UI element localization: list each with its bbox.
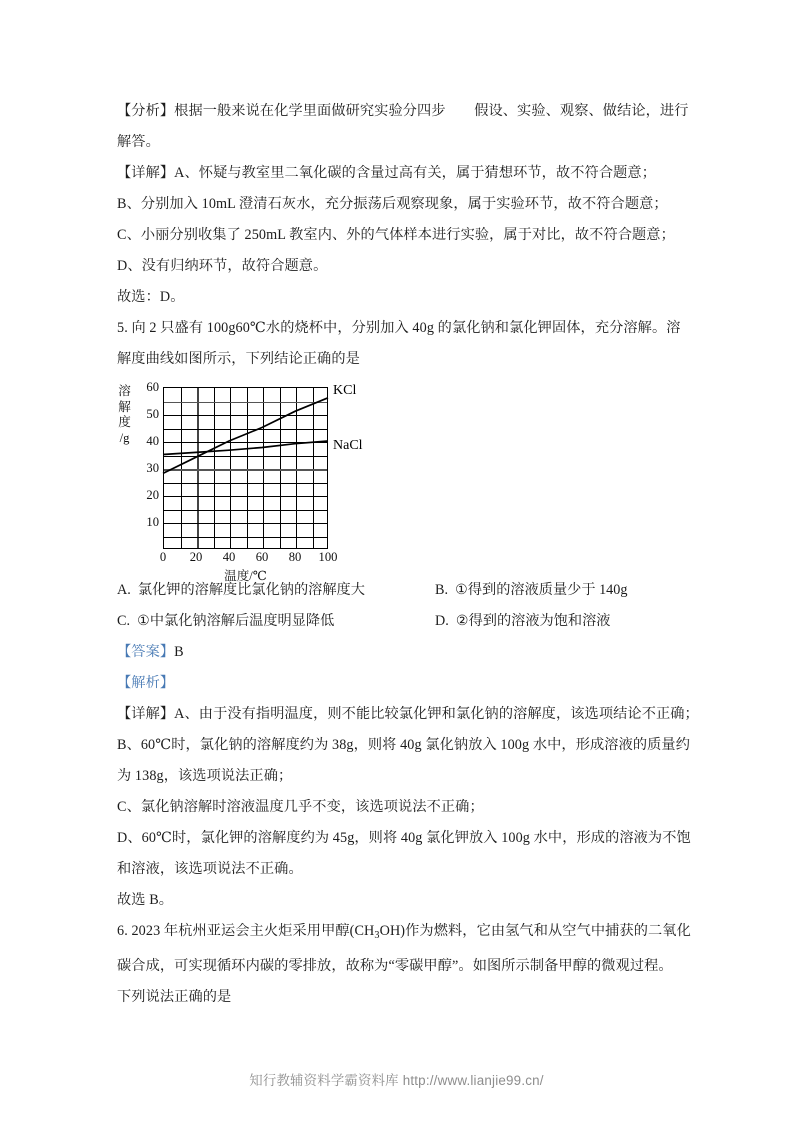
x-tick-100: 100 <box>318 550 338 564</box>
y-tick-50: 50 <box>146 407 159 421</box>
question6-text-part-a: 6. 2023 年杭州亚运会主火炬采用甲醇(CH <box>117 923 375 939</box>
question6-line-2: 碳合成，可实现循环内碳的零排放，故称为“零碳甲醇”。如图所示制备甲醇的微观过程。 <box>117 957 673 974</box>
y-tick-10: 10 <box>146 515 159 529</box>
question5-stem-line-1: 5. 向 2 只盛有 100g60℃水的烧杯中，分别加入 40g 的氯化钠和氯化钾固体，充分溶解。溶 <box>117 320 681 336</box>
document-body <box>117 96 699 1013</box>
paragraph-detail-line-d: D、没有归纳环节，故符合题意。 <box>117 258 328 274</box>
question6-formula-subscript: 3 <box>374 929 380 941</box>
nacl-curve <box>163 441 328 455</box>
paragraph-detail-line-a: 【详解】A、怀疑与教室里二氧化碳的含量过高有关，属于猜想环节，故不符合题意； <box>117 165 656 181</box>
paragraph-analysis-line-2: 解答。 <box>117 134 160 150</box>
explanation-line-a: 【详解】A、由于没有指明温度，则不能比较氯化钾和氯化钠的溶解度，该选项结论不正确； <box>117 706 699 722</box>
y-tick-20: 20 <box>146 488 159 502</box>
answer-tag: 【答案】 <box>117 644 175 660</box>
chart-x-axis-title: 温度/℃ <box>224 569 267 583</box>
x-tick-40: 40 <box>222 550 236 564</box>
solubility-chart-block <box>117 380 679 583</box>
explanation-line-d2: 和溶液，该选项说法不正确。 <box>117 861 303 877</box>
question6-line-3: 下列说法正确的是 <box>117 988 232 1005</box>
question6-line-1 <box>117 916 691 951</box>
option-d-label: D. <box>435 613 449 629</box>
explanation-line-b1: B、60℃时，氯化钠的溶解度约为 38g，则将 40g 氯化钠放入 100g 水中，形成溶液的质量约 <box>117 737 691 753</box>
analysis-tag: 【解析】 <box>117 675 175 691</box>
paragraph-answer-choice: 故选：D。 <box>117 289 185 305</box>
option-b-text: ①得到的溶液质量少于 140g <box>455 582 628 598</box>
y-axis-char-4: /g <box>119 430 130 445</box>
option-d-text: ②得到的溶液为饱和溶液 <box>455 613 611 629</box>
explanation-line-c: C、氯化钠溶解时溶液温度几乎不变，该选项说法不正确； <box>117 799 484 815</box>
series-label-kcl: KCl <box>333 383 357 398</box>
solubility-curve-chart <box>117 380 377 583</box>
y-tick-40: 40 <box>146 434 159 448</box>
y-tick-60: 60 <box>146 380 159 394</box>
chart-y-ticks <box>133 381 159 549</box>
option-a-label: A. <box>117 582 131 598</box>
question5-options-row-2 <box>117 606 679 637</box>
footer-watermark: 知行教辅资料学霸资料库 http://www.lianjie99.cn/ <box>249 1073 544 1088</box>
y-tick-30: 30 <box>146 461 159 475</box>
series-label-nacl: NaCl <box>333 438 363 453</box>
option-c-label: C. <box>117 613 131 629</box>
paragraph-analysis-line-1: 【分析】根据一般来说在化学里面做研究实验分四步 假设、实验、观察、做结论，进行 <box>117 103 689 119</box>
paragraph-detail-line-c: C、小丽分别收集了 250mL 教室内、外的气体样本进行实验，属于对比，故不符合题意； <box>117 227 675 243</box>
question6-text-part-b: OH)作为燃料，它由氢气和从空气中捕获的二氧化 <box>379 923 691 939</box>
y-axis-char-3: 度 <box>118 415 131 430</box>
option-c-text: ①中氯化钠溶解后温度明显降低 <box>137 613 335 629</box>
option-b[interactable] <box>435 575 679 606</box>
chart-series-curves <box>163 387 328 549</box>
analysis-line <box>117 668 679 699</box>
option-a-text: 氯化钾的溶解度比氯化钠的溶解度大 <box>137 582 365 598</box>
explanation-conclusion: 故选 B。 <box>117 892 174 908</box>
paragraph-detail-line-b: B、分别加入 10mL 澄清石灰水，充分振荡后观察现象，属于实验环节，故不符合题意； <box>117 196 668 212</box>
x-tick-20: 20 <box>189 550 203 564</box>
option-d[interactable] <box>435 606 679 637</box>
question5-stem-line-2: 解度曲线如图所示，下列结论正确的是 <box>117 351 360 367</box>
option-b-label: B. <box>435 582 449 598</box>
explanation-line-b2: 为 138g，该选项说法正确； <box>117 768 293 784</box>
y-axis-char-1: 溶 <box>118 384 131 398</box>
option-c[interactable] <box>117 606 435 637</box>
answer-line <box>117 637 679 668</box>
x-tick-60: 60 <box>255 550 269 564</box>
x-tick-80: 80 <box>288 550 302 564</box>
answer-value: B <box>174 644 184 660</box>
explanation-line-d1: D、60℃时，氯化钾的溶解度约为 45g，则将 40g 氯化钾放入 100g 水中，形成的溶液为不饱 <box>117 830 691 846</box>
y-axis-char-2: 解 <box>118 399 131 414</box>
chart-y-axis-title <box>117 384 132 446</box>
x-tick-0: 0 <box>159 550 167 564</box>
kcl-curve <box>163 398 328 474</box>
